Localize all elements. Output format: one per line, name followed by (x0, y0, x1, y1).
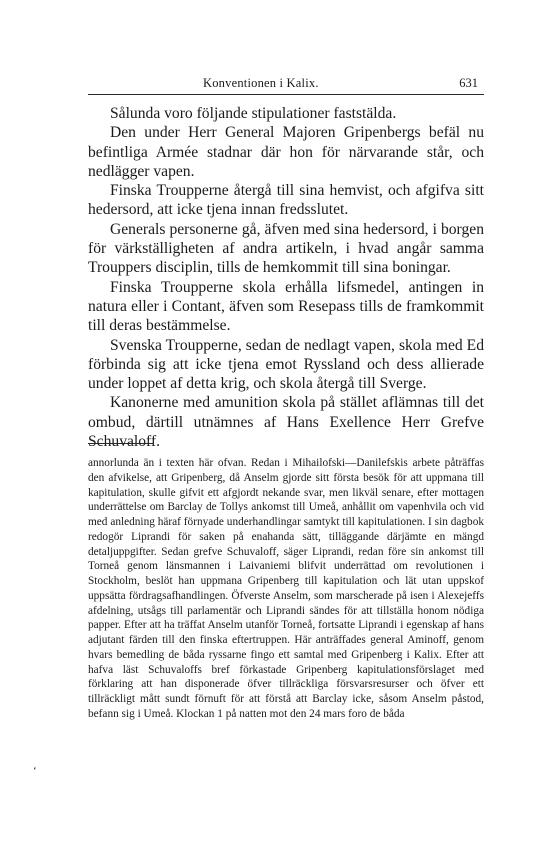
paragraph: Den under Herr General Majoren Gripenbergs befäl nu befintliga Armée stadnar där hon för närvarande står, och nedlägger vapen. (88, 124, 484, 180)
paragraph: Finska Troupperne skola erhålla lifsmedel, antingen in natura eller i Contant, äfven som Resepass tills de framkommit till deras bestämmelse. (88, 278, 484, 335)
paragraph: Svenska Troupperne, sedan de nedlagt vapen, skola med Ed förbinda sig att icke tjena emot Ryssland och dess allierade under loppet af detta krig, och skola återgå till Sverge. (88, 336, 484, 393)
footnote-divider (88, 443, 154, 444)
margin-mark: ʻ (33, 765, 37, 777)
paragraph: Sålunda voro följande stipulationer faststälda. (110, 105, 397, 122)
running-header (88, 72, 484, 94)
paragraph: Generals personerne gå, äfven med sina hedersord, i borgen för värkställigheten af andra artikeln, i hvad angår samma Trouppers disciplin, tills de hemkommit till sina boningar. (88, 220, 484, 277)
page-number: 631 (459, 76, 478, 90)
footnote (88, 456, 484, 722)
main-text (88, 104, 484, 451)
running-title: Konventionen i Kalix. (203, 76, 319, 90)
paragraph: Finska Troupperne återgå till sina hemvist, och afgifva sitt hedersord, att icke tjena innan fredsslutet. (88, 182, 484, 219)
paragraph: Kanonerne med amunition skola på stället aflämnas till det ombud, därtill utnämnes af Hans Exellence Herr Grefve Schuvaloff. (88, 394, 484, 451)
header-rule (88, 94, 484, 95)
footnote-text: annorlunda än i texten här ofvan. Redan i Mihailofski—Danilefskis arbete påträffas den afvikelse, att Gripenberg, då Anselm gjorde sitt första besök för att uppmana till kapitulation, skulle gifvit ett afgjordt nekande svar, men likväl senare, efter mottagen underrättelse om Barclay de Tollys ankomst till Umeå, anhållit om vapenhvila och vid med anledning häraf förnyade underhandlingar samtykt till kapitulationen. I sin dagbok redogör Liprandi för saken på enahanda sätt, tilläggande därjämte en mängd detaljuppgifter. Sedan grefve Schuvaloff, säger Liprandi, redan före sin ankomst till Torneå genom länsmannen i Laivaniemi blifvit underrättad om revolutionen i Stockholm, beslöt han uppmana Gripenberg till kapitulation och lät utan uppskof uppsätta fördragsafhandlingen. Öfverste Anselm, som marscherade på isen i Alexejeffs afdelning, utsågs till parlamentär och Liprandi sändes för att tillställa honom nödiga papper. Efter att ha träffat Anselm utanför Torneå, fortsatte Liprandi i egenskap af hans adjutant färden till den finska eftertruppen. Här anträffades general Aminoff, genom hvars bemedling de båda ryssarne fingo ett samtal med Gripenberg i Kalix. Efter att hafva läst Schuvaloffs bref förkastade Gripenberg kapitulationsförslaget med förklaring att han disponerade öfver tillräckliga försvarsresurser och öfver ett tillräckligt mått sundt förnuft för att förstå att Barclay icke, såsom Anselm påstod, befann sig i Umeå. Klockan 1 på natten mot den 24 mars foro de båda (88, 457, 484, 720)
